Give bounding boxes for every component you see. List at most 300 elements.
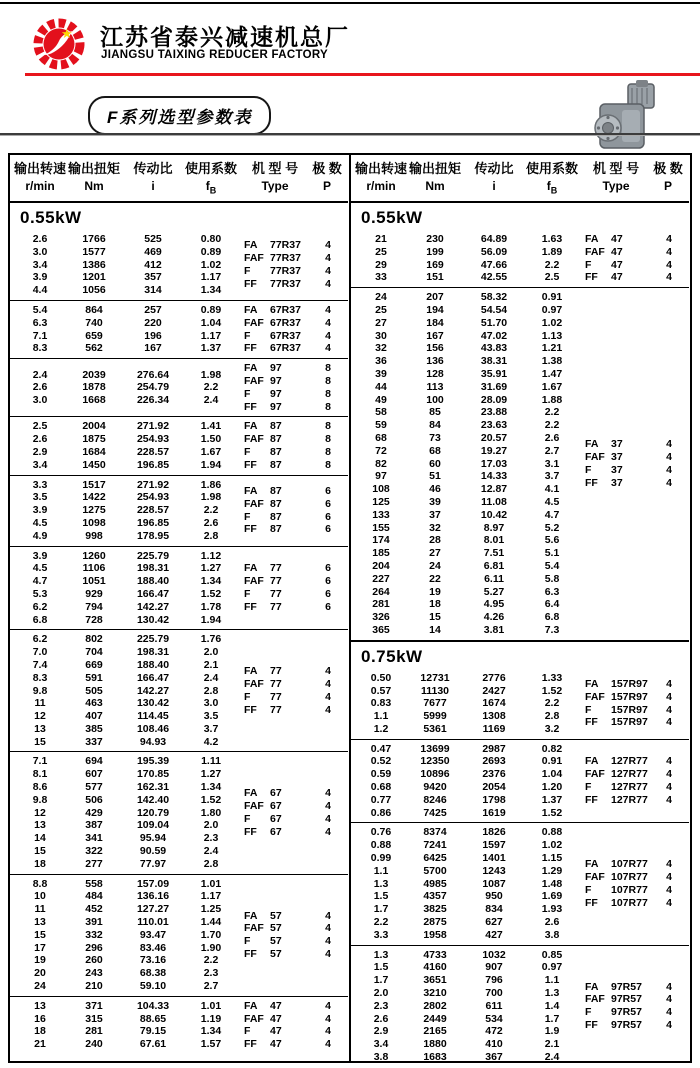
data-rows xyxy=(355,233,579,284)
type-row xyxy=(244,1025,348,1038)
value-cell: 27 xyxy=(429,547,441,560)
type-model: 97 xyxy=(270,362,282,375)
value-cell: 1450 xyxy=(82,458,106,471)
type-row xyxy=(585,464,689,477)
spec-block xyxy=(351,739,689,823)
value-cell: 2054 xyxy=(482,781,506,794)
value-cell: 802 xyxy=(85,633,103,646)
value-cell: 6.3 xyxy=(544,585,560,598)
spec-block xyxy=(10,358,348,416)
type-prefix: F xyxy=(244,813,251,826)
pole-count: 4 xyxy=(666,884,672,897)
value-cell: 1275 xyxy=(82,504,106,517)
type-row xyxy=(585,678,689,691)
value-cell: 1.27 xyxy=(200,562,222,575)
type-model: 77R37 xyxy=(270,239,301,252)
value-cell: 1.02 xyxy=(541,839,563,852)
value-cell: 198.31 xyxy=(136,646,170,659)
type-prefix: F xyxy=(244,587,251,600)
type-row xyxy=(585,477,689,490)
type-prefix: FAF xyxy=(244,678,264,691)
spec-block xyxy=(10,416,348,474)
value-cell: 1.37 xyxy=(541,793,563,806)
type-prefix: FAF xyxy=(244,252,264,265)
value-cell: 104.33 xyxy=(136,999,170,1012)
type-prefix: F xyxy=(244,510,251,523)
type-prefix: FF xyxy=(244,400,257,413)
table-column-left xyxy=(10,155,348,1061)
value-cell: 59.10 xyxy=(139,980,167,993)
value-cell: 1.69 xyxy=(541,890,563,903)
type-prefix: FA xyxy=(244,999,258,1012)
value-cell: 2.6 xyxy=(373,1012,389,1025)
pole-count: 6 xyxy=(325,484,331,497)
value-cell: 8.3 xyxy=(32,342,48,355)
value-cell: 1.3 xyxy=(373,877,389,890)
value-cell: 85 xyxy=(429,406,441,419)
value-cell: 2987 xyxy=(482,742,506,755)
value-cell: 18 xyxy=(429,598,441,611)
value-cell: 9.8 xyxy=(32,793,48,806)
type-list xyxy=(244,485,348,536)
header-output-speed: 输出转速 r/min xyxy=(14,161,67,193)
value-cell: 1597 xyxy=(482,839,506,852)
header-output-torque: 输出扭矩 Nm xyxy=(408,161,461,193)
value-cell: 0.68 xyxy=(370,781,392,794)
value-cell: 1.02 xyxy=(541,316,563,329)
type-prefix: FF xyxy=(244,342,257,355)
value-cell: 114.45 xyxy=(137,710,169,723)
value-cell: 54.54 xyxy=(480,303,508,316)
value-cell: 3.81 xyxy=(483,623,505,636)
pole-count: 4 xyxy=(666,690,672,703)
data-rows xyxy=(14,550,238,627)
type-prefix: FAF xyxy=(585,768,605,781)
type-row xyxy=(244,330,348,343)
red-divider-rule xyxy=(25,73,700,76)
value-cell: 12350 xyxy=(420,755,450,768)
type-prefix: F xyxy=(244,935,251,948)
spec-block xyxy=(351,230,689,287)
type-row xyxy=(244,800,348,813)
value-cell: 18 xyxy=(34,1025,46,1038)
value-cell: 15 xyxy=(429,611,441,624)
value-cell: 7677 xyxy=(423,697,447,710)
value-cell: 6.8 xyxy=(32,613,48,626)
type-prefix: F xyxy=(585,703,592,716)
type-row xyxy=(244,523,348,536)
value-cell: 228.57 xyxy=(136,445,170,458)
type-model: 77R37 xyxy=(270,277,301,290)
type-prefix: FF xyxy=(585,1019,598,1032)
value-cell: 0.83 xyxy=(370,697,392,710)
type-model: 47 xyxy=(611,271,623,284)
value-cell: 68 xyxy=(375,431,387,444)
type-prefix: FAF xyxy=(585,690,605,703)
value-cell: 83.46 xyxy=(139,941,167,954)
type-model: 37 xyxy=(611,476,623,489)
value-cell: 170.85 xyxy=(136,768,170,781)
header-type: 机 型 号 Type xyxy=(251,161,299,193)
value-cell: 228.57 xyxy=(136,504,170,517)
value-cell: 21 xyxy=(34,1038,46,1051)
value-cell: 1.41 xyxy=(200,420,222,433)
value-cell: 4.9 xyxy=(32,529,48,542)
value-cell: 834 xyxy=(485,903,503,916)
data-rows xyxy=(355,826,579,941)
pole-count: 4 xyxy=(666,233,672,245)
value-cell: 17 xyxy=(34,941,46,954)
data-rows xyxy=(355,291,579,637)
pole-count: 6 xyxy=(325,562,331,575)
type-model: 37 xyxy=(611,463,623,476)
type-prefix: FF xyxy=(585,476,598,489)
value-cell: 196 xyxy=(144,329,162,342)
value-cell: 365 xyxy=(372,623,390,636)
type-model: 77 xyxy=(270,600,282,613)
value-cell: 2.9 xyxy=(32,445,48,458)
type-model: 47 xyxy=(611,245,623,258)
value-cell: 257 xyxy=(144,303,162,316)
type-row xyxy=(244,265,348,278)
value-cell: 5.3 xyxy=(32,587,48,600)
type-row xyxy=(244,910,348,923)
value-cell: 0.89 xyxy=(200,245,222,258)
value-cell: 472 xyxy=(485,1025,503,1038)
value-cell: 315 xyxy=(85,1012,103,1025)
header-poles: 极 数 P xyxy=(653,161,683,193)
type-row xyxy=(244,498,348,511)
value-cell: 3.8 xyxy=(544,928,560,941)
value-cell: 19 xyxy=(429,585,441,598)
value-cell: 7.3 xyxy=(544,623,560,636)
type-model: 87 xyxy=(270,523,282,536)
value-cell: 169 xyxy=(426,258,444,271)
value-cell: 4.7 xyxy=(32,575,48,588)
value-cell: 151 xyxy=(426,271,444,284)
type-model: 157R97 xyxy=(611,678,648,691)
value-cell: 88.65 xyxy=(139,1012,167,1025)
value-cell: 1051 xyxy=(82,575,106,588)
value-cell: 1.7 xyxy=(373,974,389,987)
value-cell: 120.79 xyxy=(136,806,170,819)
value-cell: 2.4 xyxy=(544,1051,560,1061)
value-cell: 0.50 xyxy=(370,671,392,684)
data-rows xyxy=(14,755,238,870)
value-cell: 174 xyxy=(372,534,390,547)
header-type: 机 型 号 Type xyxy=(592,161,640,193)
value-cell: 25 xyxy=(375,303,387,316)
value-cell: 23.88 xyxy=(480,406,508,419)
value-cell: 16 xyxy=(34,1012,46,1025)
value-cell: 51 xyxy=(429,470,441,483)
value-cell: 0.97 xyxy=(541,961,563,974)
type-row xyxy=(244,388,348,401)
type-row xyxy=(585,271,689,284)
value-cell: 199 xyxy=(426,245,444,258)
value-cell: 220 xyxy=(144,316,162,329)
value-cell: 68 xyxy=(429,444,441,457)
value-cell: 1683 xyxy=(423,1051,447,1061)
type-model: 107R77 xyxy=(611,896,648,909)
value-cell: 1.52 xyxy=(541,684,563,697)
value-cell: 8.01 xyxy=(483,534,505,547)
value-cell: 469 xyxy=(144,245,162,258)
type-row xyxy=(244,813,348,826)
type-row xyxy=(244,375,348,388)
pole-count: 4 xyxy=(666,703,672,716)
value-cell: 371 xyxy=(85,999,103,1012)
value-cell: 2.3 xyxy=(203,832,219,845)
value-cell: 1.20 xyxy=(541,781,563,794)
power-rating-label: 0.55kW xyxy=(20,208,82,227)
value-cell: 391 xyxy=(85,916,103,929)
value-cell: 506 xyxy=(85,793,103,806)
value-cell: 108.46 xyxy=(136,722,170,735)
value-cell: 1.88 xyxy=(541,393,563,406)
value-cell: 2039 xyxy=(82,368,106,381)
pole-count: 4 xyxy=(666,858,672,871)
header-output-torque: 输出扭矩 Nm xyxy=(67,161,120,193)
type-row xyxy=(244,433,348,446)
pole-count: 4 xyxy=(666,716,672,729)
value-cell: 2.4 xyxy=(203,845,219,858)
type-list xyxy=(244,910,348,961)
value-cell: 8.6 xyxy=(32,781,48,794)
value-cell: 1386 xyxy=(82,258,106,271)
value-cell: 2.0 xyxy=(373,987,389,1000)
value-cell: 607 xyxy=(85,768,103,781)
type-row xyxy=(244,342,348,355)
value-cell: 13 xyxy=(34,722,46,735)
value-cell: 184 xyxy=(426,316,444,329)
type-prefix: FAF xyxy=(244,497,264,510)
value-cell: 10.42 xyxy=(480,508,508,521)
value-cell: 2.4 xyxy=(203,394,219,407)
value-cell: 128 xyxy=(426,367,444,380)
page-top-rule xyxy=(0,2,700,4)
type-prefix: FA xyxy=(244,562,258,575)
type-prefix: FAF xyxy=(244,922,264,935)
value-cell: 47.02 xyxy=(480,329,508,342)
value-cell: 6.3 xyxy=(32,316,48,329)
value-cell: 194 xyxy=(426,303,444,316)
type-row xyxy=(244,575,348,588)
value-cell: 1.02 xyxy=(200,258,222,271)
value-cell: 1878 xyxy=(82,381,106,394)
type-prefix: FA xyxy=(585,438,599,451)
logo-star-icon: ★ xyxy=(61,26,73,41)
value-cell: 3.3 xyxy=(32,478,48,491)
type-row xyxy=(244,601,348,614)
value-cell: 198.31 xyxy=(136,562,170,575)
type-model: 67R37 xyxy=(270,329,301,342)
value-cell: 0.57 xyxy=(370,684,392,697)
value-cell: 558 xyxy=(85,877,103,890)
value-cell: 2.6 xyxy=(32,381,48,394)
pole-count: 4 xyxy=(325,277,331,290)
value-cell: 73.16 xyxy=(139,954,167,967)
value-cell: 277 xyxy=(85,857,103,870)
type-model: 77 xyxy=(270,562,282,575)
value-cell: 998 xyxy=(85,529,103,542)
value-cell: 2875 xyxy=(423,916,447,929)
value-cell: 562 xyxy=(85,342,103,355)
value-cell: 1422 xyxy=(82,491,106,504)
spec-block xyxy=(351,287,689,640)
spec-block xyxy=(10,300,348,358)
spec-block xyxy=(10,874,348,996)
spec-block xyxy=(10,546,348,630)
value-cell: 385 xyxy=(85,722,103,735)
value-cell: 13 xyxy=(34,999,46,1012)
value-cell: 162.31 xyxy=(136,781,170,794)
type-model: 157R97 xyxy=(611,690,648,703)
value-cell: 271.92 xyxy=(136,420,170,433)
value-cell: 1.25 xyxy=(200,903,222,916)
type-row xyxy=(585,246,689,259)
value-cell: 35.91 xyxy=(480,367,508,380)
value-cell: 3.9 xyxy=(32,504,48,517)
type-model: 97 xyxy=(270,387,282,400)
value-cell: 5.2 xyxy=(544,521,560,534)
pole-count: 4 xyxy=(666,993,672,1006)
value-cell: 2.9 xyxy=(373,1025,389,1038)
header-service-factor: 使用系数 $f_B$ xyxy=(184,161,237,196)
value-cell: 1.1 xyxy=(373,864,389,877)
value-cell: 8.97 xyxy=(483,521,505,534)
value-cell: 2.4 xyxy=(203,671,219,684)
type-row xyxy=(585,897,689,910)
table-body-right xyxy=(351,208,689,1061)
type-row xyxy=(585,884,689,897)
type-prefix: FF xyxy=(585,271,598,284)
type-prefix: FA xyxy=(244,909,258,922)
value-cell: 254.93 xyxy=(136,491,170,504)
value-cell: 25 xyxy=(375,245,387,258)
value-cell: 79.15 xyxy=(139,1025,167,1038)
type-row xyxy=(585,438,689,451)
pole-count: 4 xyxy=(325,813,331,826)
value-cell: 1.78 xyxy=(200,600,222,613)
value-cell: 30 xyxy=(375,329,387,342)
type-prefix: FF xyxy=(244,523,257,536)
value-cell: 9.8 xyxy=(32,684,48,697)
value-cell: 3.4 xyxy=(32,258,48,271)
value-cell: 1.50 xyxy=(200,433,222,446)
type-row xyxy=(585,1006,689,1019)
type-prefix: F xyxy=(244,445,251,458)
value-cell: 1.86 xyxy=(200,478,222,491)
value-cell: 58 xyxy=(375,406,387,419)
type-prefix: FAF xyxy=(244,374,264,387)
type-model: 57 xyxy=(270,935,282,948)
type-row xyxy=(244,317,348,330)
value-cell: 3210 xyxy=(423,987,447,1000)
pole-count: 4 xyxy=(325,787,331,800)
value-cell: 1087 xyxy=(482,877,506,890)
data-rows xyxy=(14,1000,238,1051)
value-cell: 142.27 xyxy=(136,684,170,697)
type-model: 97R57 xyxy=(611,1019,642,1032)
type-model: 37 xyxy=(611,438,623,451)
type-list xyxy=(244,304,348,355)
value-cell: 337 xyxy=(85,735,103,748)
value-cell: 296 xyxy=(85,941,103,954)
pole-count: 4 xyxy=(325,252,331,265)
type-list xyxy=(244,1000,348,1051)
value-cell: 7.1 xyxy=(32,329,48,342)
data-rows xyxy=(14,479,238,543)
type-prefix: FF xyxy=(244,277,257,290)
pole-count: 8 xyxy=(325,433,331,446)
pole-count: 4 xyxy=(325,800,331,813)
value-cell: 28.09 xyxy=(480,393,508,406)
pole-count: 6 xyxy=(325,575,331,588)
value-cell: 1.90 xyxy=(200,941,222,954)
value-cell: 1.12 xyxy=(200,549,222,562)
value-cell: 387 xyxy=(85,819,103,832)
type-row xyxy=(244,1000,348,1013)
type-model: 47 xyxy=(270,1038,282,1051)
value-cell: 1798 xyxy=(482,793,506,806)
pole-count: 4 xyxy=(666,451,672,464)
type-row xyxy=(244,691,348,704)
type-prefix: FAF xyxy=(585,993,605,1006)
value-cell: 18 xyxy=(34,857,46,870)
value-cell: 7.51 xyxy=(483,547,505,560)
pole-count: 4 xyxy=(325,239,331,252)
type-prefix: FA xyxy=(244,665,258,678)
value-cell: 1098 xyxy=(82,516,106,529)
value-cell: 0.47 xyxy=(370,742,392,755)
type-prefix: FF xyxy=(244,948,257,961)
value-cell: 452 xyxy=(85,903,103,916)
value-cell: 32 xyxy=(429,521,441,534)
spec-block xyxy=(351,945,689,1061)
type-model: 47 xyxy=(270,999,282,1012)
value-cell: 1032 xyxy=(482,948,506,961)
value-cell: 5700 xyxy=(423,864,447,877)
type-row xyxy=(585,871,689,884)
value-cell: 4.1 xyxy=(544,483,560,496)
value-cell: 7.1 xyxy=(32,755,48,768)
value-cell: 2376 xyxy=(482,768,506,781)
type-model: 57 xyxy=(270,909,282,922)
pole-count: 4 xyxy=(666,678,672,691)
value-cell: 1880 xyxy=(423,1038,447,1051)
type-model: 37 xyxy=(611,451,623,464)
type-row xyxy=(585,781,689,794)
type-model: 67 xyxy=(270,825,282,838)
value-cell: 8246 xyxy=(423,793,447,806)
value-cell: 1.2 xyxy=(373,722,389,735)
value-cell: 33 xyxy=(375,271,387,284)
type-prefix: F xyxy=(244,690,251,703)
value-cell: 740 xyxy=(85,316,103,329)
pole-count: 4 xyxy=(325,922,331,935)
value-cell: 2004 xyxy=(82,420,106,433)
value-cell: 1.98 xyxy=(200,368,222,381)
value-cell: 23.63 xyxy=(480,419,508,432)
value-cell: 463 xyxy=(85,697,103,710)
value-cell: 136.16 xyxy=(136,890,170,903)
table-column-headers xyxy=(10,155,348,203)
value-cell: 1.48 xyxy=(541,877,563,890)
header-ratio: 传动比 i xyxy=(474,161,514,193)
value-cell: 46 xyxy=(429,483,441,496)
value-cell: 341 xyxy=(85,832,103,845)
